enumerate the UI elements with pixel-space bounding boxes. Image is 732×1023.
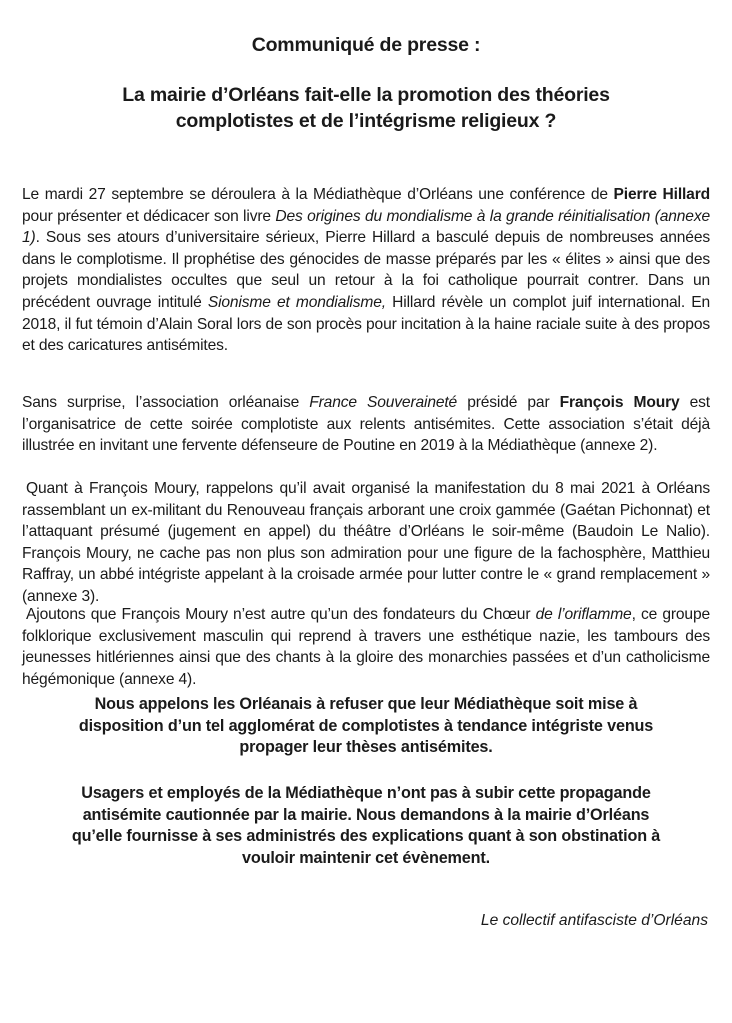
callout-line: qu’elle fournisse à ses administrés des explications quant à son obstination à	[71, 827, 661, 846]
paragraph-demonstration: Quant à François Moury, rappelons qu’il avait organisé la manifestation du 8 mai 2021 à Orléans rassemblant un ex-militant du Renouveau français arborant une croix gammée (Gaétan Pichonnat) et l’attaquant présumé (jugement en appel) du théâtre d’Orléans le soir-même (Baudoin Le Nalio). François Moury, ne cache pas non plus son admiration pour une figure de la fachosphère, Matthieu Raffray, un abbé intégriste appelant à la croisade armée pour lutter contre le « grand remplacement » (annexe 3).	[22, 480, 710, 605]
callout-line: antisémite cautionnée par la mairie. Nous demandons à la mairie d’Orléans	[82, 805, 650, 824]
paragraph-association	[22, 392, 710, 457]
president-name: François Moury	[559, 394, 680, 411]
callout-line: Usagers et employés de la Médiathèque n’ont pas à subir cette propagande	[81, 784, 651, 802]
callout-line: propager leur thèses antisémites.	[239, 738, 493, 757]
callout-line: Nous appelons les Orléanais à refuser que leur Médiathèque soit mise à	[94, 695, 638, 713]
paragraph-choir	[22, 604, 710, 690]
paragraph-conference	[22, 184, 710, 357]
paragraph-text: . Sous ses atours d’universitaire sérieux, Pierre Hillard a basculé depuis de nombreuses années dans le complotisme. Il prophétise des génocides de masse préparés par les « élites » ainsi que des projets mondialistes occultes que seul un retour à la foi catholique pourrait contrer. Dans un précédent ouvrage intitulé	[22, 229, 710, 311]
book-title: Des origines du mondialisme à la grande réinitialisation (annexe 1)	[22, 207, 710, 247]
paragraph-text: , ce groupe folklorique exclusivement masculin qui reprend à travers une esthétique nazie, les tambours des jeunesses hitlériennes ainsi que des chants à la gloire des monarchies passées et d’un catholicisme hégémonique (annexe 4).	[22, 606, 710, 688]
paragraph-text: présidé par	[457, 394, 560, 411]
title-line-2: complotistes et de l’intégrisme religieux ?	[175, 110, 557, 132]
paragraph-text: Le mardi 27 septembre se déroulera à la Médiathèque d’Orléans une conférence de	[22, 186, 614, 203]
document-label: Communiqué de presse :	[251, 34, 481, 56]
title-line-1: La mairie d’Orléans fait-elle la promotion des théories	[122, 84, 610, 106]
speaker-name: Pierre Hillard	[613, 186, 711, 203]
document-title	[40, 82, 692, 134]
paragraph-text: est l’organisatrice de cette soirée complotiste aux relents antisémites. Cette association s’était déjà illustrée en invitant une fervente défenseure de Poutine en 2019 à la Médiathèque (annexe 2).	[22, 394, 710, 455]
callout-line: vouloir maintenir cet évènement.	[242, 848, 490, 867]
callout-line: disposition d’un tel agglomérat de complotistes à tendance intégriste venus	[78, 716, 654, 735]
book-title-2: Sionisme et mondialisme,	[207, 293, 386, 311]
choir-name: de l’oriflamme	[535, 606, 632, 623]
paragraph-text: Ajoutons que François Moury n’est autre qu’un des fondateurs du Chœur	[26, 606, 536, 623]
signature: Le collectif antifasciste d’Orléans	[480, 912, 708, 929]
paragraph-text: pour présenter et dédicacer son livre	[22, 207, 276, 225]
callout-demand	[30, 783, 702, 869]
association-name: France Souveraineté	[309, 394, 458, 411]
callout-appeal	[30, 694, 702, 759]
paragraph-text: Sans surprise, l’association orléanaise	[22, 394, 310, 411]
paragraph-text: Hillard révèle un complot juif international. En 2018, il fut témoin d’Alain Soral lors de son procès pour incitation à la haine raciale suite à des propos et des caricatures antisémites.	[22, 293, 710, 355]
